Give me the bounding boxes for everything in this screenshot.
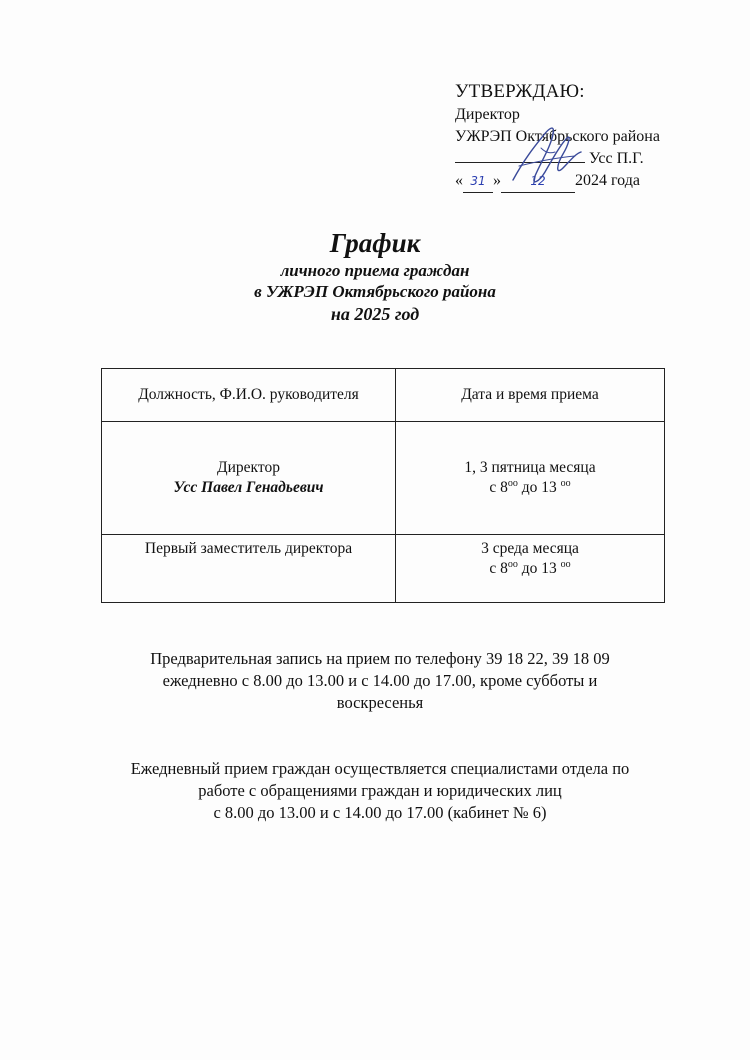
- approval-signer: Усс П.Г.: [589, 150, 644, 167]
- approval-heading: УТВЕРЖДАЮ:: [455, 81, 585, 102]
- date-day: 31: [463, 170, 493, 193]
- row-2-days: 3 среда месяца: [481, 540, 579, 558]
- approval-block: [455, 80, 715, 193]
- row-2-time-to-sup: оо: [560, 559, 571, 571]
- daily-line-2: работе с обращениями граждан и юридических лиц: [198, 781, 562, 800]
- row-1-days: 1, 3 пятница месяца: [464, 459, 596, 477]
- schedule-table: [101, 368, 665, 603]
- row-1-time: [400, 478, 660, 498]
- approval-date: [455, 170, 715, 193]
- row-1-time-to-sup: оо: [560, 478, 571, 490]
- row-1-time-from-sup: оо: [507, 478, 518, 490]
- row-2-time-to: до 13: [517, 560, 561, 578]
- signature-line: [455, 148, 715, 170]
- table-row: [102, 535, 665, 603]
- row-1-position: Директор: [217, 459, 280, 477]
- daily-line-3: с 8.00 до 13.00 и с 14.00 до 17.00 (кабинет № 6): [213, 803, 547, 822]
- title-line-3: на 2025 год: [330, 304, 420, 324]
- header-position: Должность, Ф.И.О. руководителя: [102, 369, 396, 422]
- row-1-official: [102, 422, 396, 535]
- daily-line-1: Ежедневный прием граждан осуществляется специалистами отдела по: [130, 759, 630, 778]
- approval-organization: УЖРЭП Октябрьского района: [455, 128, 660, 145]
- title-line-2: в УЖРЭП Октябрьского района: [254, 282, 496, 301]
- phone-line-1: Предварительная запись на прием по телефону 39 18 22, 39 18 09: [150, 649, 610, 668]
- row-2-time-from: с 8: [489, 560, 508, 578]
- daily-reception-note: [80, 758, 680, 824]
- date-open-quote: «: [455, 172, 463, 189]
- row-2-time: [400, 559, 660, 579]
- title-main: График: [329, 228, 421, 258]
- row-2-official: [102, 535, 396, 603]
- approval-position: Директор: [455, 106, 520, 123]
- row-1-time-from: с 8: [489, 479, 508, 497]
- signature-blank: [455, 148, 585, 163]
- row-1-schedule: [396, 422, 665, 535]
- date-close-quote: »: [493, 172, 501, 189]
- row-2-time-from-sup: оо: [507, 559, 518, 571]
- appointment-note: [100, 648, 660, 714]
- table-row: [102, 422, 665, 535]
- date-month: 12: [501, 170, 575, 193]
- phone-line-2: ежедневно с 8.00 до 13.00 и с 14.00 до 17.00, кроме субботы и: [162, 671, 598, 690]
- header-datetime: Дата и время приема: [396, 369, 665, 422]
- date-year: 2024 года: [575, 172, 640, 189]
- phone-line-3: воскресенья: [336, 693, 424, 712]
- row-2-position: Первый заместитель директора: [144, 540, 353, 558]
- table-header-row: [102, 369, 665, 422]
- title-line-1: личного приема граждан: [280, 261, 470, 280]
- document-title: [0, 226, 750, 326]
- row-2-schedule: [396, 535, 665, 603]
- row-1-name: Усс Павел Генадьевич: [173, 479, 324, 497]
- row-1-time-to: до 13: [517, 479, 561, 497]
